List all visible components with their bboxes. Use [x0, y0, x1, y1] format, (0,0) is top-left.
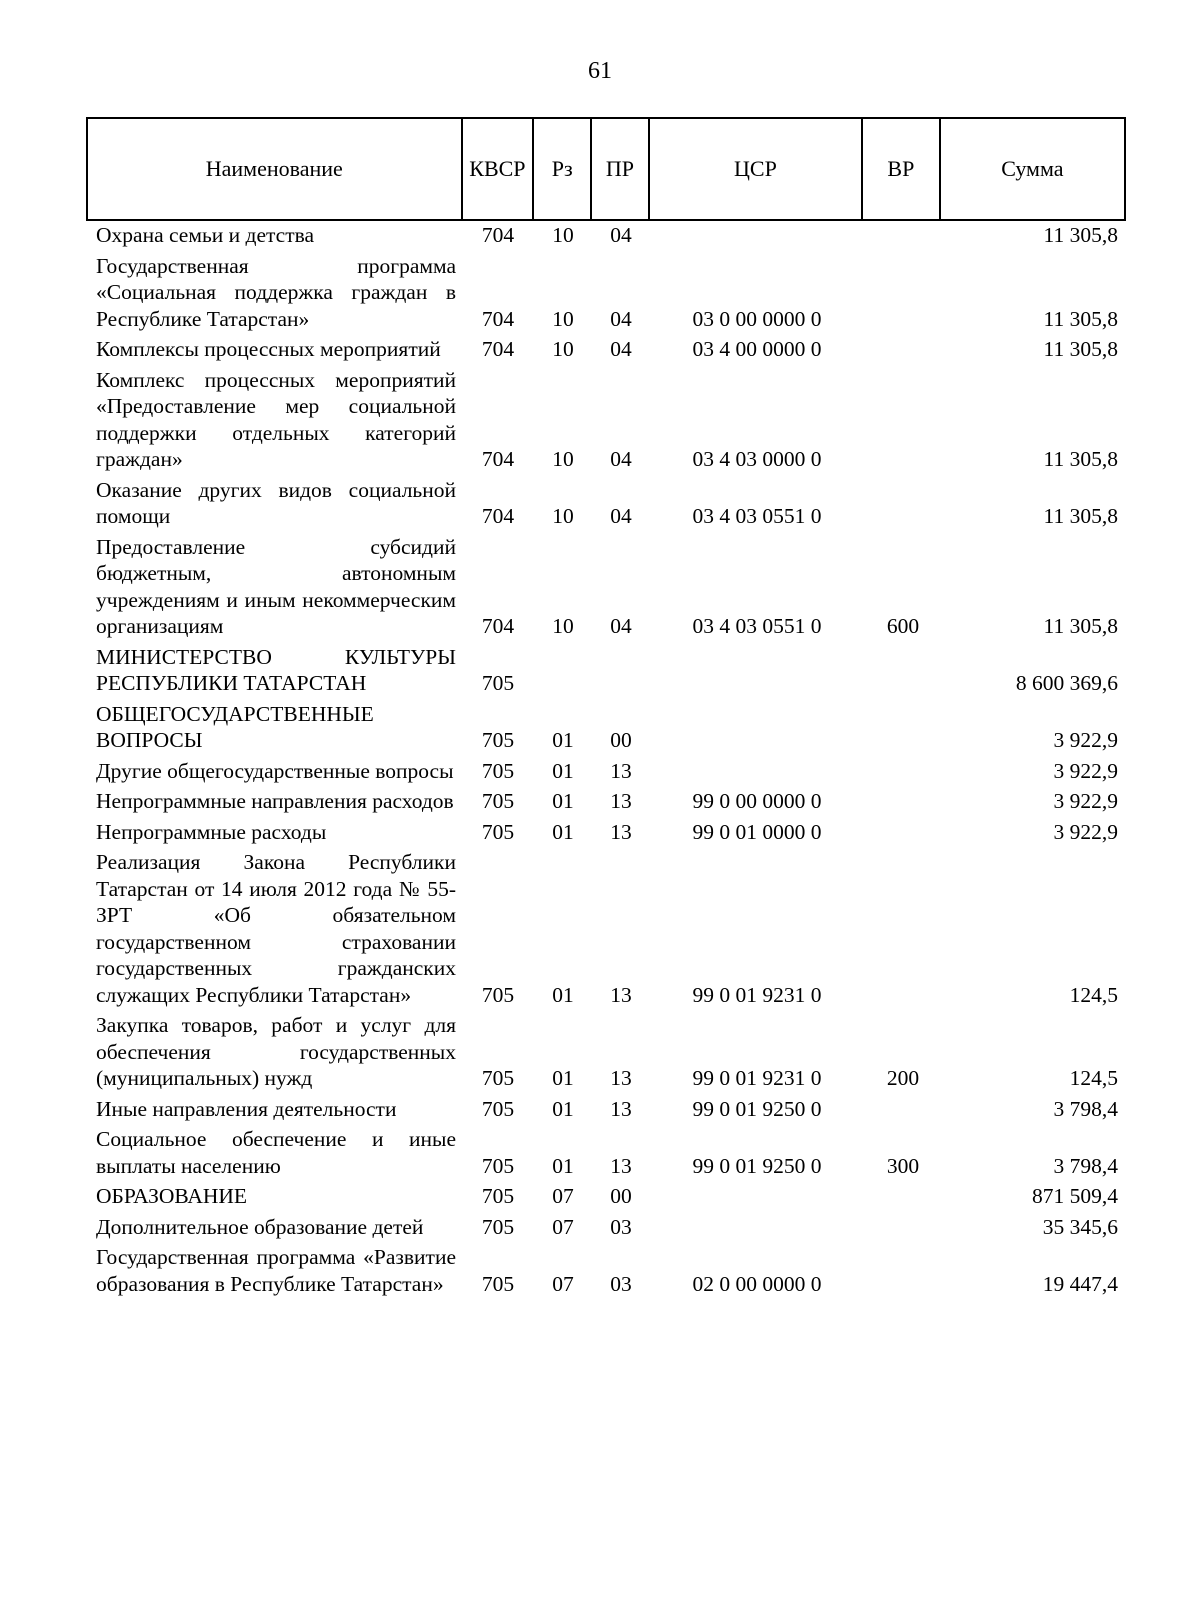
row-sum: 871 509,4: [1032, 1184, 1118, 1208]
row-sum: 19 447,4: [1042, 1271, 1118, 1296]
header-rz: Рз: [534, 119, 592, 219]
row-vr: 600: [886, 614, 920, 638]
row-csr: 99 0 01 9231 0: [692, 982, 822, 1007]
table-row: [86, 367, 1126, 473]
row-kvsr: 704: [481, 223, 515, 247]
row-pr: 03: [610, 1271, 632, 1296]
row-name: Дополнительное образование детей: [96, 1214, 424, 1239]
row-csr: 03 4 03 0551 0: [692, 614, 822, 638]
row-csr: 99 0 01 9250 0: [692, 1153, 822, 1178]
row-name: Оказание других видов социальной помощи: [96, 477, 456, 528]
table-row: [86, 1126, 1126, 1179]
row-name: Комплексы процессных мероприятий: [96, 337, 441, 361]
row-kvsr: 705: [481, 758, 515, 783]
row-vr: 200: [886, 1066, 920, 1090]
header-pr: ПР: [592, 119, 650, 219]
row-sum: 3 922,9: [1053, 819, 1118, 844]
row-pr: 03: [610, 1214, 632, 1239]
row-rz: 01: [552, 728, 574, 752]
row-name: Иные направления деятельности: [96, 1096, 397, 1121]
row-rz: 10: [552, 504, 574, 528]
row-name: Реализация Закона Республики Татарстан от 14 июля 2012 года № 55-ЗРТ «Об обязательном государственном страховании государственных гражданских служащих Республики Татарстан»: [96, 850, 456, 1007]
row-rz: 10: [552, 337, 574, 361]
header-sum: Сумма: [1001, 156, 1064, 181]
row-csr: 99 0 01 0000 0: [692, 819, 822, 844]
table-row: [86, 253, 1126, 333]
header-csr: ЦСР: [650, 119, 863, 219]
page-number: 61: [588, 58, 612, 84]
row-name: Государственная программа «Развитие образования в Республике Татарстан»: [96, 1245, 456, 1296]
row-name: Закупка товаров, работ и услуг для обеспечения государственных (муниципальных) нужд: [96, 1013, 456, 1090]
row-name: Комплекс процессных мероприятий «Предоставление мер социальной поддержки отдельных категорий граждан»: [96, 367, 456, 471]
row-pr: 13: [610, 819, 632, 844]
row-rz: 01: [552, 819, 574, 844]
row-sum: 3 798,4: [1053, 1096, 1118, 1121]
row-sum: 11 305,8: [1043, 614, 1118, 638]
row-pr: 13: [610, 1066, 632, 1090]
row-name: Предоставление субсидий бюджетным, автономным учреждениям и иным некоммерческим организациям: [96, 534, 456, 638]
row-rz: 01: [552, 1096, 574, 1121]
row-name: Другие общегосударственные вопросы: [96, 758, 454, 783]
row-sum: 11 305,8: [1043, 337, 1118, 361]
table-row: [86, 222, 1126, 249]
row-kvsr: 704: [481, 614, 515, 638]
row-pr: 04: [610, 337, 632, 361]
row-csr: 03 4 03 0000 0: [692, 447, 822, 471]
row-pr: 13: [610, 789, 632, 813]
row-name: Охрана семьи и детства: [96, 223, 315, 247]
row-name: Социальное обеспечение и иные выплаты населению: [96, 1127, 456, 1178]
row-sum: 3 922,9: [1053, 758, 1118, 783]
table-row: [86, 1096, 1126, 1123]
table-row: [86, 758, 1126, 785]
table-row: [86, 336, 1126, 363]
row-kvsr: 705: [481, 1096, 515, 1121]
row-rz: 01: [552, 982, 574, 1007]
row-sum: 3 798,4: [1053, 1153, 1118, 1178]
row-sum: 11 305,8: [1043, 447, 1118, 471]
row-kvsr: 705: [481, 819, 515, 844]
row-rz: 01: [552, 1066, 574, 1090]
row-kvsr: 705: [481, 789, 515, 813]
row-kvsr: 705: [481, 982, 515, 1007]
row-name: Государственная программа «Социальная поддержка граждан в Республике Татарстан»: [96, 253, 456, 331]
row-name: Непрограммные расходы: [96, 819, 327, 844]
row-kvsr: 704: [481, 337, 515, 361]
row-sum: 3 922,9: [1053, 789, 1118, 813]
row-sum: 8 600 369,6: [1015, 671, 1118, 695]
row-pr: 00: [610, 728, 632, 752]
table-header: [86, 117, 1126, 221]
row-name: Непрограммные направления расходов: [96, 789, 454, 813]
row-sum: 11 305,8: [1043, 223, 1118, 247]
row-pr: 13: [610, 758, 632, 783]
row-vr: 300: [886, 1153, 920, 1178]
row-rz: 07: [552, 1271, 574, 1296]
row-csr: 02 0 00 0000 0: [692, 1271, 822, 1296]
row-pr: 04: [610, 223, 632, 247]
row-pr: 13: [610, 1096, 632, 1121]
table-row: [86, 701, 1126, 754]
row-pr: 04: [610, 614, 632, 638]
row-sum: 11 305,8: [1043, 306, 1118, 331]
row-sum: 35 345,6: [1042, 1214, 1118, 1239]
table-row: [86, 1244, 1126, 1297]
row-kvsr: 705: [481, 1066, 515, 1090]
row-pr: 13: [610, 982, 632, 1007]
row-pr: 13: [610, 1153, 632, 1178]
row-name: МИНИСТЕРСТВО КУЛЬТУРЫ РЕСПУБЛИКИ ТАТАРСТАН: [96, 644, 456, 695]
header-kvsr: КВСР: [463, 119, 535, 219]
row-kvsr: 705: [481, 1184, 515, 1208]
row-kvsr: 705: [481, 1153, 515, 1178]
row-rz: 10: [552, 223, 574, 247]
row-csr: 99 0 01 9231 0: [692, 1066, 822, 1090]
row-sum: 3 922,9: [1053, 728, 1118, 752]
header-vr: ВР: [863, 119, 941, 219]
row-kvsr: 705: [481, 1214, 515, 1239]
row-csr: 03 4 03 0551 0: [692, 504, 822, 528]
header-name: Наименование: [88, 119, 463, 219]
row-name: ОБЩЕГОСУДАРСТВЕННЫЕ ВОПРОСЫ: [96, 701, 374, 752]
row-kvsr: 704: [481, 447, 515, 471]
table-row: [86, 477, 1126, 530]
table-row: [86, 1012, 1126, 1092]
row-rz: 10: [552, 306, 574, 331]
row-name: ОБРАЗОВАНИЕ: [96, 1184, 248, 1208]
row-kvsr: 705: [481, 728, 515, 752]
row-rz: 01: [552, 758, 574, 783]
row-sum: 11 305,8: [1043, 504, 1118, 528]
row-pr: 04: [610, 447, 632, 471]
row-rz: 10: [552, 614, 574, 638]
table-row: [86, 644, 1126, 697]
row-kvsr: 705: [481, 671, 515, 695]
table-row: [86, 819, 1126, 846]
table-row: [86, 1183, 1126, 1210]
row-rz: 01: [552, 789, 574, 813]
row-kvsr: 704: [481, 504, 515, 528]
row-rz: 07: [552, 1214, 574, 1239]
row-csr: 99 0 00 0000 0: [692, 789, 822, 813]
table-row: [86, 788, 1126, 815]
row-csr: 03 4 00 0000 0: [692, 337, 822, 361]
table-row: [86, 1214, 1126, 1241]
row-kvsr: 705: [481, 1271, 515, 1296]
row-sum: 124,5: [1069, 982, 1118, 1007]
row-csr: 03 0 00 0000 0: [692, 306, 822, 331]
row-pr: 04: [610, 306, 632, 331]
table-body: [86, 222, 1126, 1301]
row-rz: 07: [552, 1184, 574, 1208]
row-pr: 00: [610, 1184, 632, 1208]
row-rz: 10: [552, 447, 574, 471]
row-kvsr: 704: [481, 306, 515, 331]
row-rz: 01: [552, 1153, 574, 1178]
table-row: [86, 849, 1126, 1008]
row-pr: 04: [610, 504, 632, 528]
row-csr: 99 0 01 9250 0: [692, 1096, 822, 1121]
table-row: [86, 534, 1126, 640]
row-sum: 124,5: [1069, 1066, 1118, 1090]
